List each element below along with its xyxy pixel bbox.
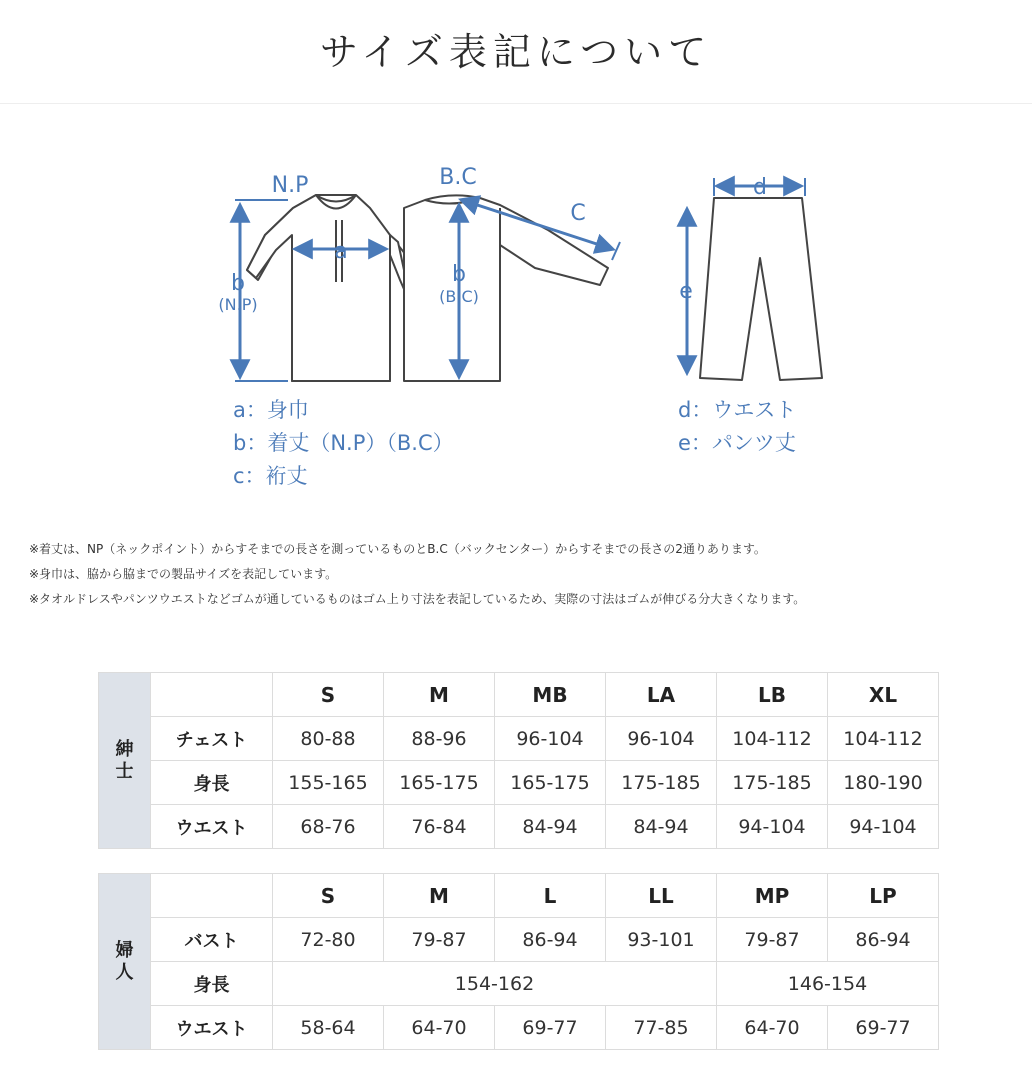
bc-label: B.C [439,165,477,190]
note-line: ※着丈は、NP（ネックポイント）からすそまでの長さを測っているものとB.C（バックセンター）からすそまでの長さの2通りあります。 [29,542,766,556]
size-header: XL [828,673,939,717]
table-cell: 104-112 [828,717,939,761]
table-cell: 77-85 [606,1006,717,1050]
note-line: ※タオルドレスやパンツウエストなどゴムが通しているものはゴム上り寸法を表記しているため、実際の寸法はゴムが伸びる分大きくなります。 [29,592,806,606]
table-cell: 64-70 [384,1006,495,1050]
table-row [99,805,939,849]
b-np-sub-label: (N.P) [218,295,258,314]
table-cell: 104-112 [717,717,828,761]
legend-pants [678,394,796,460]
table-cell: 58-64 [273,1006,384,1050]
legend-item: d：ウエスト [678,398,797,422]
header-blank [151,673,273,717]
table-cell: 96-104 [606,717,717,761]
table-cell: 79-87 [384,918,495,962]
legend-shirt [233,394,454,493]
table-cell: 76-84 [384,805,495,849]
table-cell: 86-94 [495,918,606,962]
table-cell: 79-87 [717,918,828,962]
table-cell: 165-175 [495,761,606,805]
row-label: ウエスト [151,805,273,849]
table-cell: 64-70 [717,1006,828,1050]
size-header: S [273,673,384,717]
table-cell: 180-190 [828,761,939,805]
pants-illustration [700,198,822,380]
size-header: LB [717,673,828,717]
measurement-diagram [0,150,1032,500]
notes [29,537,805,612]
table-cell: 175-185 [606,761,717,805]
row-label: 身長 [151,962,273,1006]
size-header: LL [606,874,717,918]
size-header: M [384,673,495,717]
size-header: MB [495,673,606,717]
table-row [99,717,939,761]
size-header: LA [606,673,717,717]
size-header: S [273,874,384,918]
men-size-table [98,672,939,849]
title-divider [0,103,1032,104]
size-header: MP [717,874,828,918]
size-header: L [495,874,606,918]
table-cell: 84-94 [495,805,606,849]
table-row [99,962,939,1006]
row-label: チェスト [151,717,273,761]
e-label: e [679,279,693,304]
table-cell: 88-96 [384,717,495,761]
header-blank [151,874,273,918]
a-label: a [334,239,348,264]
c-label: C [570,201,586,226]
table-cell: 69-77 [495,1006,606,1050]
table-cell: 80-88 [273,717,384,761]
row-label: ウエスト [151,1006,273,1050]
table-cell: 154-162 [273,962,717,1006]
size-header: M [384,874,495,918]
table-row [99,761,939,805]
legend-item: c：裄丈 [233,464,308,488]
legend-item: a：身巾 [233,398,309,422]
legend-item: b：着丈（N.P）（B.C） [233,431,454,455]
table-cell: 165-175 [384,761,495,805]
women-group-label: 婦 人 [99,874,151,1050]
table-cell: 72-80 [273,918,384,962]
table-cell: 94-104 [828,805,939,849]
women-size-table [98,873,939,1050]
size-header: LP [828,874,939,918]
table-cell: 68-76 [273,805,384,849]
row-label: バスト [151,918,273,962]
table-cell: 93-101 [606,918,717,962]
table-cell: 86-94 [828,918,939,962]
b-bc-label: b [452,262,466,287]
table-row [99,918,939,962]
table-cell: 84-94 [606,805,717,849]
table-cell: 94-104 [717,805,828,849]
table-cell: 146-154 [717,962,939,1006]
b-np-label: b [231,271,245,296]
table-cell: 175-185 [717,761,828,805]
table-cell: 69-77 [828,1006,939,1050]
legend-item: e：パンツ丈 [678,431,796,455]
table-cell: 96-104 [495,717,606,761]
page-title: サイズ表記について [319,30,713,74]
table-cell: 155-165 [273,761,384,805]
note-line: ※身巾は、脇から脇までの製品サイズを表記しています。 [29,567,338,581]
d-label: d [753,175,767,200]
row-label: 身長 [151,761,273,805]
np-label: N.P [271,173,309,198]
b-bc-sub-label: (B.C) [439,287,479,306]
men-group-label: 紳 士 [99,673,151,849]
table-row [99,1006,939,1050]
